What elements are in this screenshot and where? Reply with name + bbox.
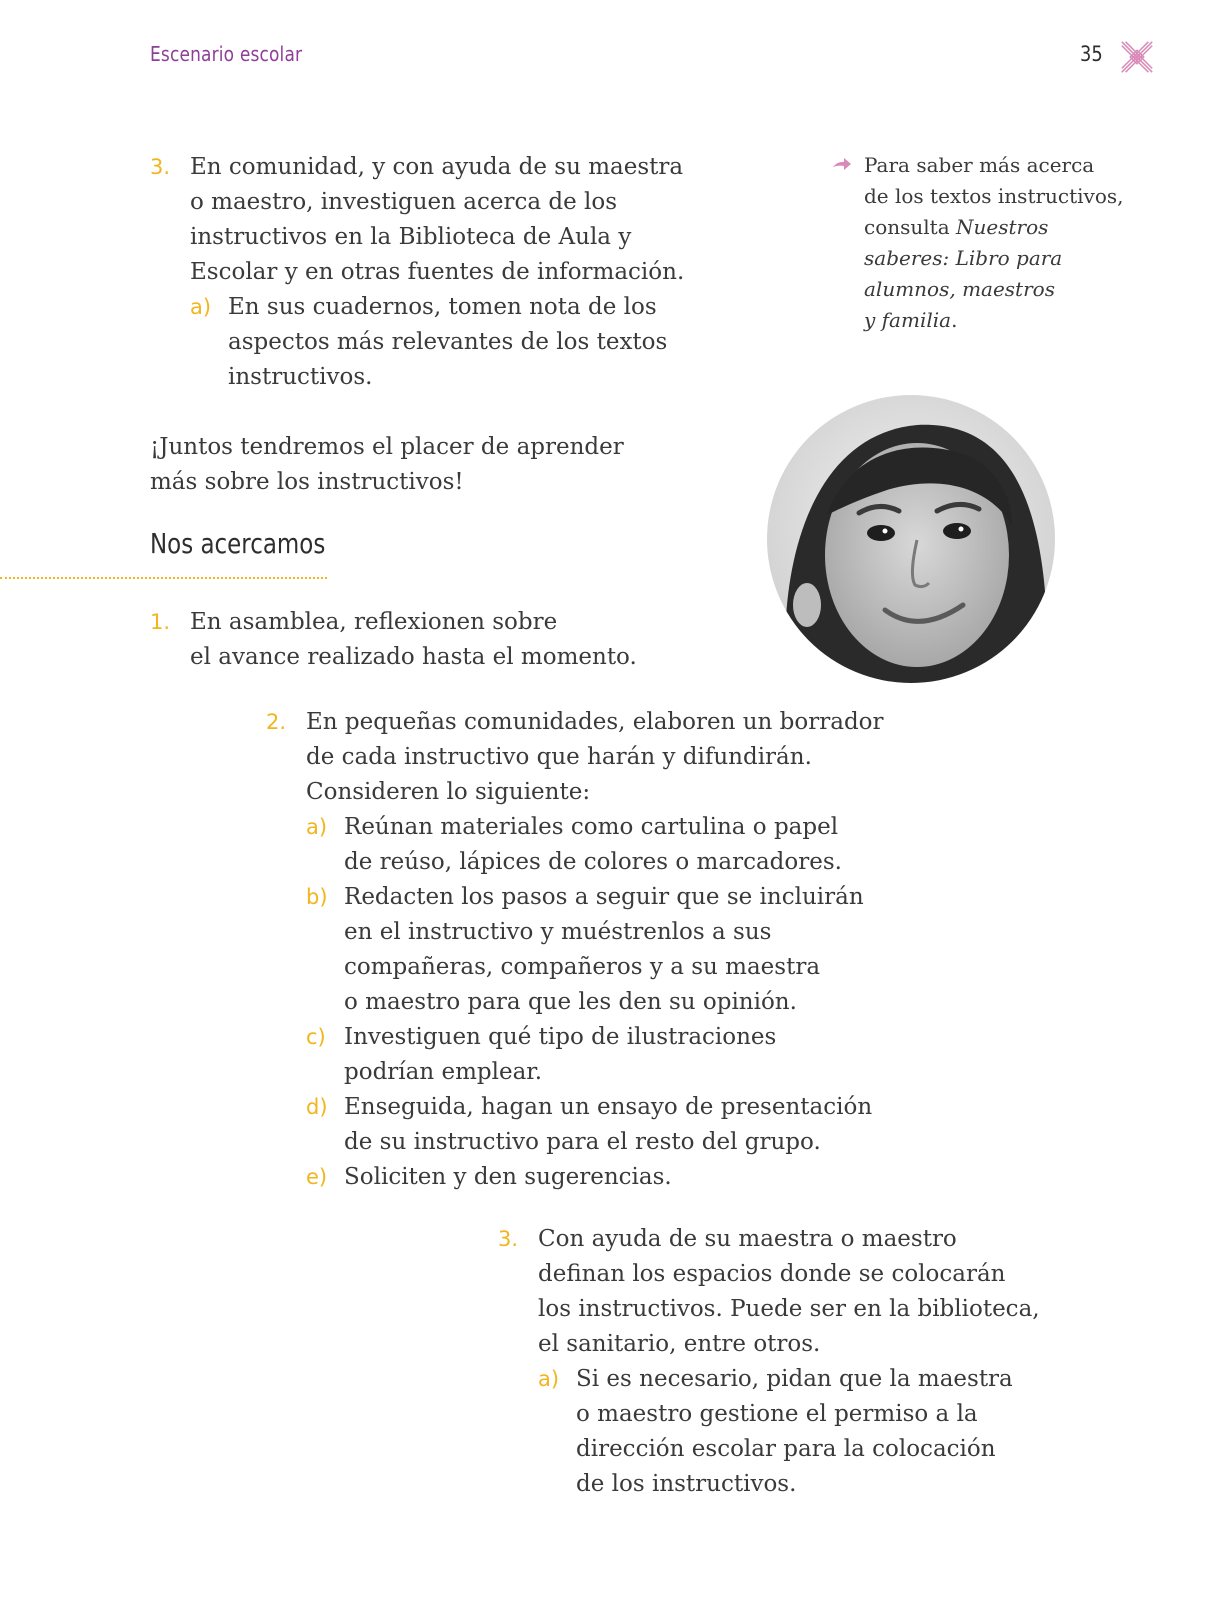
sub-item bbox=[538, 1362, 1138, 1502]
text-line: Con ayuda de su maestra o maestro bbox=[538, 1226, 957, 1252]
text-line: aspectos más relevantes de los textos bbox=[228, 329, 668, 355]
side-note-line bbox=[842, 212, 1162, 243]
list-item bbox=[498, 1222, 1138, 1502]
text-line: el avance realizado hasta el momento. bbox=[190, 644, 637, 670]
item-number: 2. bbox=[266, 710, 287, 734]
sub-item-letter: e) bbox=[306, 1165, 328, 1189]
woven-emblem-icon bbox=[1118, 38, 1156, 76]
side-note-line: Para saber más acerca bbox=[864, 153, 1095, 177]
sub-item bbox=[190, 290, 770, 395]
section-divider bbox=[0, 577, 327, 579]
text-line: Consideren lo siguiente: bbox=[306, 779, 591, 805]
page-number: 35 bbox=[1080, 42, 1103, 66]
sub-item-letter: b) bbox=[306, 885, 328, 909]
sub-item-letter: a) bbox=[538, 1367, 560, 1391]
text-line: en el instructivo y muéstrenlos a sus bbox=[344, 919, 772, 945]
text-line: Investiguen qué tipo de ilustraciones bbox=[344, 1024, 777, 1050]
sub-item bbox=[306, 880, 986, 1020]
text-line: definan los espacios donde se colocarán bbox=[538, 1261, 1006, 1287]
text-line: dirección escolar para la colocación bbox=[576, 1436, 996, 1462]
text-line: Enseguida, hagan un ensayo de presentación bbox=[344, 1094, 873, 1120]
sub-item bbox=[306, 1020, 986, 1090]
text-line: los instructivos. Puede ser en la biblioteca, bbox=[538, 1296, 1040, 1322]
step-3-bottom bbox=[498, 1222, 1138, 1502]
side-note-line bbox=[842, 243, 1162, 274]
step-3-top bbox=[150, 150, 770, 395]
side-note-line bbox=[842, 274, 1162, 305]
side-note-line bbox=[842, 305, 1162, 336]
text-line: ¡Juntos tendremos el placer de aprender bbox=[150, 434, 624, 460]
text-line: más sobre los instructivos! bbox=[150, 469, 464, 495]
book-title-text: alumnos, maestros bbox=[864, 277, 1055, 301]
text-line: o maestro para que les den su opinión. bbox=[344, 989, 797, 1015]
text-line: Escolar y en otras fuentes de información. bbox=[190, 259, 685, 285]
text-line: compañeras, compañeros y a su maestra bbox=[344, 954, 821, 980]
sub-item-letter: c) bbox=[306, 1025, 326, 1049]
sub-item-letter: d) bbox=[306, 1095, 328, 1119]
list-item bbox=[266, 705, 986, 1195]
child-portrait-photo bbox=[767, 395, 1055, 683]
book-title-text: y familia bbox=[864, 308, 952, 332]
step-2 bbox=[266, 705, 986, 1195]
side-note-text: consulta bbox=[864, 215, 956, 239]
text-line: Reúnan materiales como cartulina o papel bbox=[344, 814, 839, 840]
text-line: En pequeñas comunidades, elaboren un borrador bbox=[306, 709, 884, 735]
text-line: o maestro gestione el permiso a la bbox=[576, 1401, 978, 1427]
text-line: de cada instructivo que harán y difundirán. bbox=[306, 744, 812, 770]
running-header: Escenario escolar bbox=[150, 42, 303, 66]
item-number: 3. bbox=[498, 1227, 519, 1251]
closing-sentence bbox=[150, 430, 710, 500]
sub-item-letter: a) bbox=[190, 295, 212, 319]
text-line: En sus cuadernos, tomen nota de los bbox=[228, 294, 657, 320]
text-line: En comunidad, y con ayuda de su maestra bbox=[190, 154, 684, 180]
sub-item-letter: a) bbox=[306, 815, 328, 839]
text-line: En asamblea, reflexionen sobre bbox=[190, 609, 558, 635]
text-line: instructivos. bbox=[228, 364, 373, 390]
section-title: Nos acercamos bbox=[150, 527, 326, 560]
item-number: 1. bbox=[150, 610, 171, 634]
book-title-text: Nuestros bbox=[955, 215, 1049, 239]
portrait-illustration bbox=[767, 395, 1055, 683]
sub-item bbox=[306, 1090, 986, 1160]
text-line: o maestro, investiguen acerca de los bbox=[190, 189, 618, 215]
book-title-text: saberes: Libro para bbox=[864, 246, 1063, 270]
sub-item bbox=[306, 810, 986, 880]
text-line: podrían emplear. bbox=[344, 1059, 543, 1085]
item-number: 3. bbox=[150, 155, 171, 179]
list-item bbox=[150, 605, 750, 675]
text-line: de reúso, lápices de colores o marcadores. bbox=[344, 849, 842, 875]
sub-item bbox=[306, 1160, 986, 1195]
side-note-text: . bbox=[951, 308, 958, 332]
side-note-line: de los textos instructivos, bbox=[864, 184, 1124, 208]
arrow-right-icon bbox=[832, 158, 852, 172]
side-note bbox=[842, 150, 1162, 336]
text-line: Si es necesario, pidan que la maestra bbox=[576, 1366, 1013, 1392]
text-line: el sanitario, entre otros. bbox=[538, 1331, 821, 1357]
step-1 bbox=[150, 605, 750, 675]
text-line: de su instructivo para el resto del grupo. bbox=[344, 1129, 821, 1155]
text-line: de los instructivos. bbox=[576, 1471, 797, 1497]
list-item bbox=[150, 150, 770, 395]
text-line: Redacten los pasos a seguir que se incluirán bbox=[344, 884, 864, 910]
text-line: Soliciten y den sugerencias. bbox=[344, 1164, 672, 1190]
text-line: instructivos en la Biblioteca de Aula y bbox=[190, 224, 632, 250]
